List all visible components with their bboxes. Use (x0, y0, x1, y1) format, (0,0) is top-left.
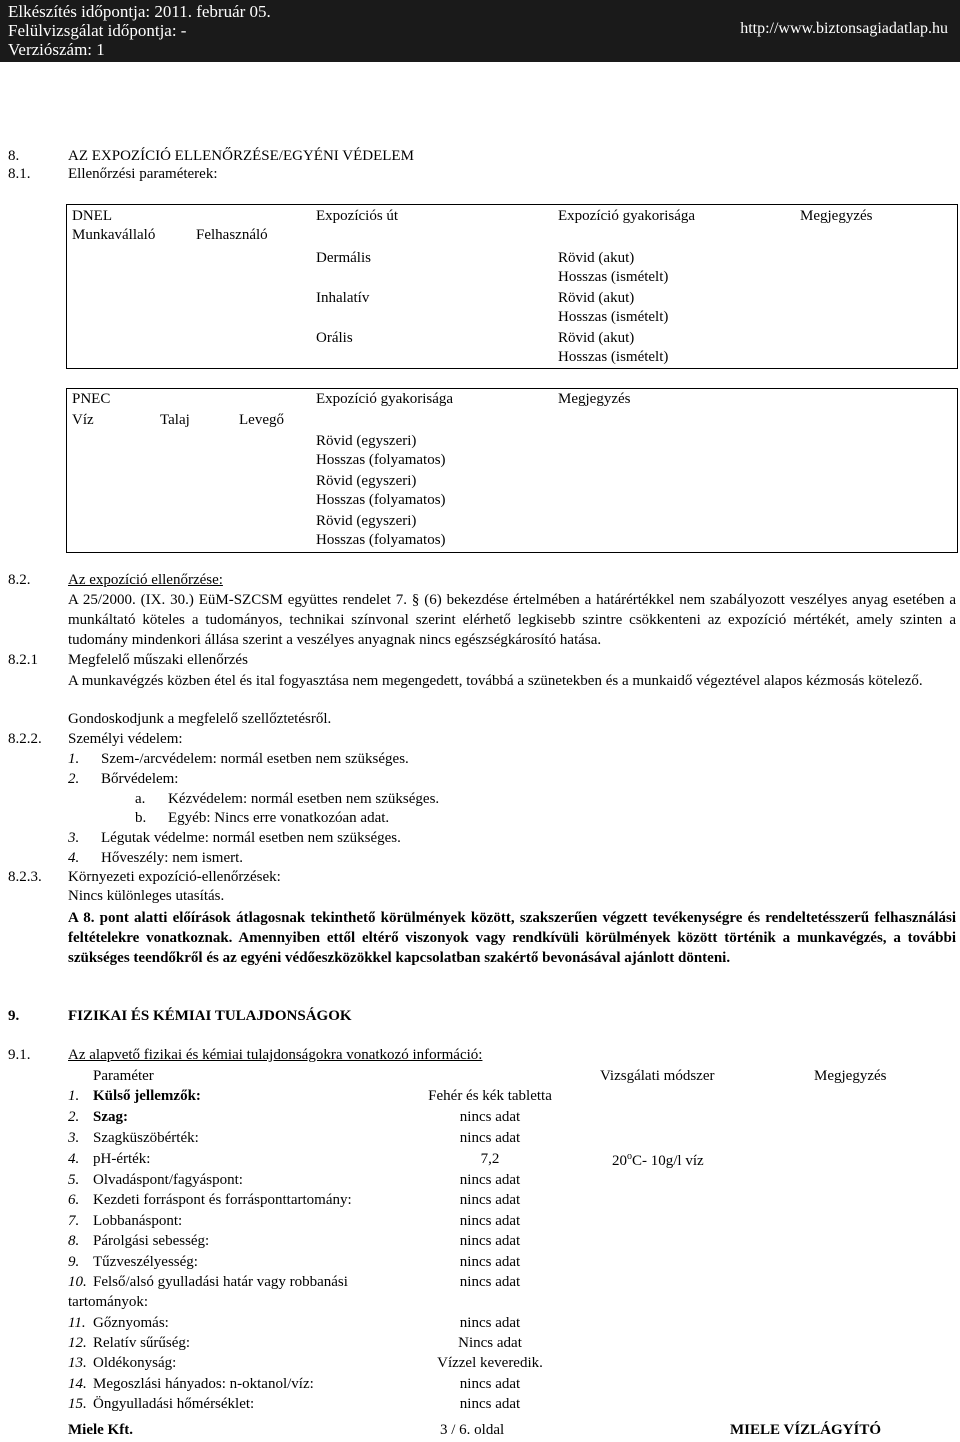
review-date: Felülvizsgálat időpontja: - (8, 21, 187, 40)
header-bar (0, 0, 960, 62)
property-label: Párolgási sebesség: (93, 1233, 210, 1249)
regulation-paragraph: A 25/2000. (IX. 30.) EüM-SZCSM együttes rendelet 7. § (6) bekezdése értelmében a határértékkel nem szabályozott veszélyes anyag esetében a munkáltató köteles a tudományos, technikai színvonal szerint elérhető legkisebb szintre csökkenteni az expozíció mértékét, amely szinten a tudomány mindenkori állása szerint a veszélyes anyagnak nincs egészségkárosító hatása. (68, 592, 956, 648)
route-oral: Orális (316, 330, 353, 346)
pnec-table (66, 388, 958, 553)
footer-company: Miele Kft. (68, 1422, 133, 1438)
route-inhalative: Inhalatív (316, 290, 370, 306)
section-9-1-title: Az alapvető fizikai és kémiai tulajdonságokra vonatkozó információ: (68, 1047, 483, 1063)
property-label-continued: tartományok: (68, 1294, 148, 1310)
worker-header: Munkavállaló (72, 227, 156, 243)
freq-long: Hosszas (ismételt) (558, 349, 669, 365)
general-notice: A 8. pont alatti előírások átlagosnak tekinthető körülmények között, szakszerűen végzett tevékenységre és rendeltetésszerű felhasználási feltételekre vonatkoznak. Amennyiben ettől eltérő viszonyok vagy rendkívüli körülmények között történik a munkavégzés, a további szükséges teendőkről és az egyéni védőeszközökkel kapcsolatban szakértő bevonásával ajánlott dönteni. (68, 910, 956, 966)
property-number: 4. (68, 1151, 80, 1167)
section-8-2-title: Az expozíció ellenőrzése: (68, 572, 223, 588)
pnec-note-header: Megjegyzés (558, 391, 631, 407)
air-header: Levegő (239, 412, 284, 428)
property-label: Szag: (93, 1109, 128, 1125)
section-8-title: AZ EXPOZÍCIÓ ELLENŐRZÉSE/EGYÉNI VÉDELEM (68, 148, 414, 164)
sub-item-letter: a. (135, 791, 146, 807)
property-number: 11. (68, 1315, 86, 1331)
user-header: Felhasználó (196, 227, 268, 243)
pnec-freq-short: Rövid (egyszeri) (316, 473, 417, 489)
section-8-2-1-number: 8.2.1 (8, 652, 38, 668)
skin-protection: Bőrvédelem: (101, 771, 179, 787)
section-8-1-title: Ellenőrzési paraméterek: (68, 166, 218, 182)
property-number: 2. (68, 1109, 80, 1125)
property-number: 5. (68, 1172, 80, 1188)
pnec-freq-short: Rövid (egyszeri) (316, 513, 417, 529)
pnec-freq-long: Hosszas (folyamatos) (316, 532, 446, 548)
property-label: Megoszlási hányados: n-oktanol/víz: (93, 1376, 314, 1392)
property-method: 20$^o$C- 10g/l víz (612, 1151, 704, 1169)
property-number: 15. (68, 1396, 87, 1412)
property-label: Lobbanáspont: (93, 1213, 183, 1229)
thermal-hazard: Hőveszély: nem ismert. (101, 850, 244, 866)
degree-superscript: o (627, 1151, 632, 1162)
property-label: Tűzveszélyesség: (93, 1254, 198, 1270)
item-number: 3. (68, 830, 80, 846)
created-date: Elkészítés időpontja: 2011. február 05. (8, 2, 271, 21)
column-note: Megjegyzés (814, 1068, 887, 1084)
property-label: Gőznyomás: (93, 1315, 169, 1331)
frequency-header: Expozíció gyakorisága (558, 208, 696, 224)
section-8-2-number: 8.2. (8, 572, 31, 588)
property-number: 7. (68, 1213, 80, 1229)
property-number: 1. (68, 1088, 80, 1104)
ventilation-text: Gondoskodjunk a megfelelő szellőztetésről. (68, 711, 332, 727)
freq-long: Hosszas (ismételt) (558, 269, 669, 285)
section-9-number: 9. (8, 1008, 20, 1024)
section-8-2-3-title: Környezeti expozíció-ellenőrzések: (68, 869, 281, 885)
freq-short: Rövid (akut) (558, 290, 635, 306)
pnec-freq-long: Hosszas (folyamatos) (316, 492, 446, 508)
dnel-header: DNEL (72, 208, 112, 224)
property-label: pH-érték: (93, 1151, 151, 1167)
freq-long: Hosszas (ismételt) (558, 309, 669, 325)
section-8-2-2-title: Személyi védelem: (68, 731, 183, 747)
property-number: 8. (68, 1233, 80, 1249)
section-9-1-number: 9.1. (8, 1047, 31, 1063)
pnec-freq-short: Rövid (egyszeri) (316, 433, 417, 449)
property-label: Olvadáspont/fagyáspont: (93, 1172, 243, 1188)
property-number: 9. (68, 1254, 80, 1270)
property-number: 10. (68, 1274, 87, 1290)
pnec-freq-long: Hosszas (folyamatos) (316, 452, 446, 468)
property-label: Oldékonyság: (93, 1355, 177, 1371)
property-number: 13. (68, 1355, 87, 1371)
property-label: Kezdeti forráspont és forrásponttartomány: (93, 1192, 352, 1208)
eye-protection: Szem-/arcvédelem: normál esetben nem szükséges. (101, 751, 409, 767)
water-header: Víz (72, 412, 94, 428)
section-9-title: FIZIKAI ÉS KÉMIAI TULAJDONSÁGOK (68, 1008, 352, 1024)
route-dermal: Dermális (316, 250, 371, 266)
section-8-2-3-number: 8.2.3. (8, 869, 42, 885)
section-8-2-2-number: 8.2.2. (8, 731, 42, 747)
environmental-text: Nincs különleges utasítás. (68, 888, 225, 904)
note-header: Megjegyzés (800, 208, 873, 224)
item-number: 1. (68, 751, 80, 767)
section-8-2-1-title: Megfelelő műszaki ellenőrzés (68, 652, 248, 668)
freq-short: Rövid (akut) (558, 330, 635, 346)
route-header: Expozíciós út (316, 208, 399, 224)
property-label: Külső jellemzők: (93, 1088, 201, 1104)
section-8-number: 8. (8, 148, 20, 164)
item-number: 2. (68, 771, 80, 787)
property-label: Felső/alsó gyulladási határ vagy robbanási (93, 1274, 348, 1290)
property-number: 12. (68, 1335, 87, 1351)
respiratory-protection: Légutak védelme: normál esetben nem szükséges. (101, 830, 401, 846)
hygiene-paragraph: A munkavégzés közben étel és ital fogyasztása nem megengedett, továbbá a szünetekben és a munkaidő végeztével alapos kézmosás kötelező. (68, 673, 923, 689)
column-parameter: Paraméter (93, 1068, 154, 1084)
property-label: Öngyulladási hőmérséklet: (93, 1396, 255, 1412)
hand-protection: Kézvédelem: normál esetben nem szükséges. (168, 791, 440, 807)
property-number: 14. (68, 1376, 87, 1392)
footer-product: MIELE VÍZLÁGYÍTÓ (730, 1422, 882, 1438)
property-label: Relatív sűrűség: (93, 1335, 191, 1351)
version: Verziószám: 1 (8, 40, 105, 59)
freq-short: Rövid (akut) (558, 250, 635, 266)
section-8-1-number: 8.1. (8, 166, 31, 182)
property-label: Szagküszöbérték: (93, 1130, 199, 1146)
pnec-frequency-header: Expozíció gyakorisága (316, 391, 454, 407)
pnec-header: PNEC (72, 391, 111, 407)
other-protection: Egyéb: Nincs erre vonatkozóan adat. (168, 810, 390, 826)
website-link[interactable]: http://www.biztonsagiadatlap.hu (740, 20, 948, 37)
item-number: 4. (68, 850, 80, 866)
footer-page: 3 / 6. oldal (440, 1422, 505, 1438)
sub-item-letter: b. (135, 810, 147, 826)
property-number: 3. (68, 1130, 80, 1146)
soil-header: Talaj (160, 412, 190, 428)
property-number: 6. (68, 1192, 80, 1208)
column-method: Vizsgálati módszer (600, 1068, 715, 1084)
